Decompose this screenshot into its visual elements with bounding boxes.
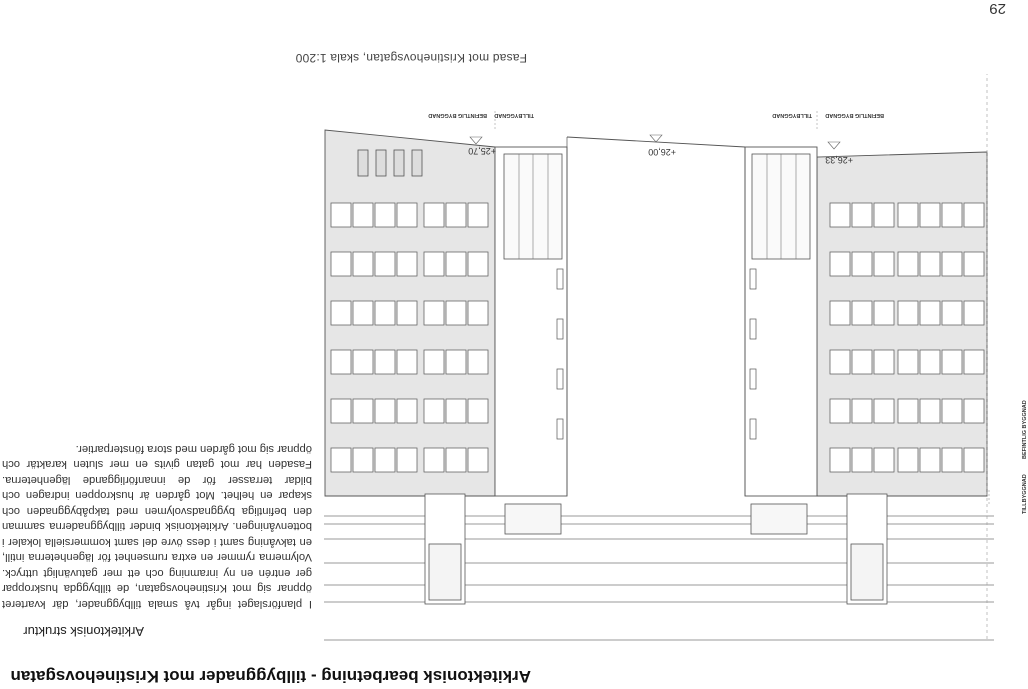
label-existing-left: BEFINTLIG BYGGNAD	[825, 112, 884, 118]
window	[331, 301, 351, 325]
drawing-caption: Fasad mot Kristinehovsgatan, skala 1:200	[295, 51, 527, 65]
window	[852, 399, 872, 423]
window	[964, 448, 984, 472]
window	[964, 301, 984, 325]
side-window	[750, 369, 756, 389]
window	[424, 252, 444, 276]
window	[964, 203, 984, 227]
side-window	[750, 419, 756, 439]
page-number: 29	[989, 0, 1006, 17]
window	[830, 252, 850, 276]
window	[830, 301, 850, 325]
window	[920, 252, 940, 276]
window	[353, 301, 373, 325]
window	[446, 448, 466, 472]
window	[375, 448, 395, 472]
window	[942, 350, 962, 374]
window	[331, 350, 351, 374]
window	[830, 448, 850, 472]
window	[468, 448, 488, 472]
window	[942, 399, 962, 423]
window	[331, 203, 351, 227]
window	[964, 252, 984, 276]
label-addition-left: TILLBYGGNAD	[772, 112, 812, 118]
elevation-right: +25,70	[468, 146, 496, 156]
window	[898, 252, 918, 276]
window	[446, 252, 466, 276]
window	[397, 399, 417, 423]
window	[942, 301, 962, 325]
window	[898, 203, 918, 227]
window	[397, 350, 417, 374]
window	[468, 203, 488, 227]
label-addition-right: TILLBYGGNAD	[494, 112, 534, 118]
label-addition-side: TILLBYGGNAD	[1022, 474, 1028, 514]
window	[874, 203, 894, 227]
window	[964, 399, 984, 423]
window	[424, 301, 444, 325]
window	[353, 350, 373, 374]
window	[446, 399, 466, 423]
window	[898, 399, 918, 423]
window	[920, 399, 940, 423]
elevation-center: +26,00	[648, 147, 676, 157]
addition-side-windows	[557, 269, 756, 439]
window	[375, 203, 395, 227]
window	[331, 399, 351, 423]
body-text	[2, 441, 312, 612]
window	[830, 203, 850, 227]
window	[397, 301, 417, 325]
label-existing-right: BEFINTLIG BYGGNAD	[428, 112, 487, 118]
window	[852, 203, 872, 227]
window	[920, 301, 940, 325]
window	[852, 252, 872, 276]
window	[424, 399, 444, 423]
window	[375, 350, 395, 374]
window	[898, 301, 918, 325]
window	[375, 399, 395, 423]
window	[942, 252, 962, 276]
window	[852, 350, 872, 374]
window	[874, 399, 894, 423]
window	[874, 448, 894, 472]
ground-lines	[324, 516, 994, 640]
window	[920, 350, 940, 374]
window	[874, 301, 894, 325]
window	[353, 203, 373, 227]
window	[397, 203, 417, 227]
window	[331, 448, 351, 472]
window	[920, 448, 940, 472]
window	[331, 252, 351, 276]
window	[852, 448, 872, 472]
window	[942, 448, 962, 472]
window	[424, 203, 444, 227]
elevation-left: +26,33	[825, 155, 853, 165]
window	[468, 350, 488, 374]
window	[898, 448, 918, 472]
window	[852, 301, 872, 325]
window	[830, 350, 850, 374]
window	[942, 203, 962, 227]
window	[874, 252, 894, 276]
window	[964, 350, 984, 374]
section-heading: Arkitektonisk struktur	[23, 624, 144, 639]
window	[424, 350, 444, 374]
page-title: Arkitektonisk bearbetning - tillbyggnader mot Kristinehovsgatan	[10, 667, 531, 686]
window	[468, 399, 488, 423]
window	[830, 399, 850, 423]
window	[424, 448, 444, 472]
window	[353, 252, 373, 276]
window	[468, 252, 488, 276]
window	[375, 252, 395, 276]
window	[397, 252, 417, 276]
window	[446, 301, 466, 325]
side-window	[557, 419, 563, 439]
window	[353, 448, 373, 472]
entrance-blocks	[425, 494, 887, 604]
body-paragraph: I planförslaget ingår två smala tillbyggnader, där kvarteret öppnar sig mot Kristinehovsgatan, de tillbyggda huskroppar ger entrén en ny inramning och ett mer gatuvänligt uttryck. Volymerna rymmer en extra rumsenhet för lägenheterna intill, en takvåning samt i dess övre del samt kommersiella lokaler i bottenvåningen. Arkitektonisk binder tillbyggnaderna samman den befintliga byggnadsvolymen med takpåbyggnaden och skapar en helhet. Mot gården är huskroppen indragen och bildar terrasser för de innanförliggande lägenheterna. Fasaden har mot gatan givits en mer sluten karaktär och öppnar sig mot gården med stora fönsterpartier.	[2, 443, 312, 610]
window	[468, 301, 488, 325]
side-window	[557, 269, 563, 289]
label-existing-side: BEFINTLIG BYGGNAD	[1022, 400, 1028, 459]
window	[397, 448, 417, 472]
window	[874, 350, 894, 374]
window	[446, 203, 466, 227]
addition-top-glazing	[504, 154, 810, 259]
window	[920, 203, 940, 227]
side-window	[557, 319, 563, 339]
window	[375, 301, 395, 325]
side-window	[750, 269, 756, 289]
side-window	[750, 319, 756, 339]
window	[898, 350, 918, 374]
window	[446, 350, 466, 374]
side-window	[557, 369, 563, 389]
window	[353, 399, 373, 423]
